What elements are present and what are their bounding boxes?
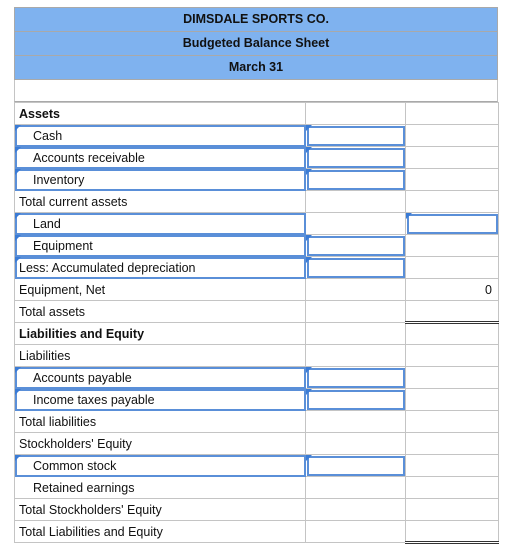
ar-amount-input[interactable] (306, 147, 406, 169)
cash-label-input[interactable]: Cash (15, 125, 306, 147)
dropdown-marker-icon (15, 367, 21, 373)
total-assets-label: Total assets (15, 301, 306, 323)
dropdown-marker-icon (15, 169, 21, 175)
dropdown-marker-icon (15, 257, 21, 263)
dropdown-marker-icon (306, 389, 312, 395)
table-row (15, 499, 499, 521)
sheet-date: March 31 (15, 56, 497, 80)
total-le-label: Total Liabilities and Equity (15, 521, 306, 543)
liabilities-equity-heading: Liabilities and Equity (15, 323, 306, 345)
total-liabilities-label: Total liabilities (15, 411, 306, 433)
total-current-assets-label: Total current assets (15, 191, 306, 213)
table-row (15, 191, 499, 213)
dropdown-marker-icon (306, 257, 312, 263)
inventory-label-input[interactable]: Inventory (15, 169, 306, 191)
cash-amount-input[interactable] (306, 125, 406, 147)
stockholders-equity-subheading: Stockholders' Equity (15, 433, 306, 455)
ap-label-input[interactable]: Accounts payable (15, 367, 306, 389)
sheet-title: Budgeted Balance Sheet (15, 32, 497, 56)
dropdown-marker-icon (306, 235, 312, 241)
table-row (15, 213, 499, 235)
dropdown-marker-icon (306, 455, 312, 461)
dropdown-marker-icon (306, 125, 312, 131)
company-name: DIMSDALE SPORTS CO. (15, 8, 497, 32)
balance-sheet (14, 7, 498, 544)
ar-label-input[interactable]: Accounts receivable (15, 147, 306, 169)
table-row (15, 147, 499, 169)
total-le-value (406, 521, 499, 543)
table-row (15, 301, 499, 323)
total-se-label: Total Stockholders' Equity (15, 499, 306, 521)
balance-sheet-table (14, 102, 499, 544)
inventory-amount-input[interactable] (306, 169, 406, 191)
liabilities-subheading: Liabilities (15, 345, 306, 367)
sheet-header (14, 7, 498, 80)
header-spacer (14, 80, 498, 102)
dropdown-marker-icon (15, 213, 21, 219)
dropdown-marker-icon (406, 213, 412, 219)
itp-label-input[interactable]: Income taxes payable (15, 389, 306, 411)
dropdown-marker-icon (306, 169, 312, 175)
dropdown-marker-icon (15, 147, 21, 153)
equipment-amount-input[interactable] (306, 235, 406, 257)
dropdown-marker-icon (306, 147, 312, 153)
equipment-net-value: 0 (406, 279, 499, 301)
cs-amount-input[interactable] (306, 455, 406, 477)
table-row (15, 345, 499, 367)
equipment-net-label: Equipment, Net (15, 279, 306, 301)
cs-label-input[interactable]: Common stock (15, 455, 306, 477)
table-row (15, 477, 499, 499)
table-row (15, 125, 499, 147)
equipment-label-input[interactable]: Equipment (15, 235, 306, 257)
table-row (15, 235, 499, 257)
retained-earnings-label: Retained earnings (15, 477, 306, 499)
dropdown-marker-icon (15, 125, 21, 131)
dropdown-marker-icon (15, 235, 21, 241)
accum-depreciation-amount-input[interactable] (306, 257, 406, 279)
table-row (15, 103, 499, 125)
accum-depreciation-label-input[interactable]: Less: Accumulated depreciation (15, 257, 306, 279)
total-assets-value (406, 301, 499, 323)
table-row (15, 279, 499, 301)
table-row (15, 323, 499, 345)
table-row (15, 433, 499, 455)
dropdown-marker-icon (15, 455, 21, 461)
dropdown-marker-icon (15, 389, 21, 395)
ap-amount-input[interactable] (306, 367, 406, 389)
table-row (15, 521, 499, 543)
itp-amount-input[interactable] (306, 389, 406, 411)
assets-heading: Assets (15, 103, 306, 125)
table-row (15, 389, 499, 411)
table-row (15, 411, 499, 433)
land-label-input[interactable]: Land (15, 213, 306, 235)
land-amount-input[interactable] (406, 213, 499, 235)
table-row (15, 169, 499, 191)
table-row (15, 367, 499, 389)
table-row (15, 257, 499, 279)
dropdown-marker-icon (306, 367, 312, 373)
table-row (15, 455, 499, 477)
